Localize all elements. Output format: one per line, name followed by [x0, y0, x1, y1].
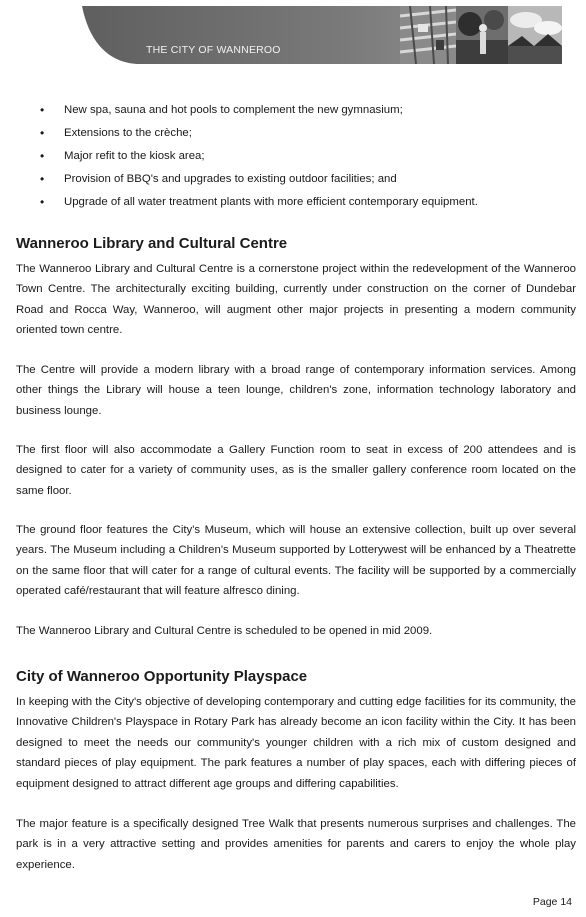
library-paragraph: The Centre will provide a modern library with a broad range of contemporary information services. Among other things the Library will house a teen lounge, children's zone, information technology laboratory and business lounge.: [16, 364, 576, 417]
playspace-paragraph: In keeping with the City's objective of developing contemporary and cutting edge facilities for its community, the Innovative Children's Playspace in Rotary Park has already become an icon facility within the City. It has been designed to meet the needs our community's younger children with a rich mix of custom designed and standard pieces of play equipment. The park features a number of play spaces, each with differing pieces of equipment designed to attract different age groups and differing capabilities.: [16, 696, 576, 790]
bullet-icon: •: [40, 172, 45, 186]
facility-upgrades-list: [40, 99, 560, 214]
bullet-icon: •: [40, 103, 45, 117]
list-item: • New spa, sauna and hot pools to complement the new gymnasium;: [40, 99, 560, 122]
library-paragraph: The ground floor features the City's Museum, which will house an extensive collection, built up over several years. The Museum including a Children's Museum supported by Lotterywest will be enhanced by a Theatrette on the same floor that will cater for a range of cultural events. The facility will be supported by a commercially operated café/restaurant that will feature alfresco dining.: [16, 524, 576, 598]
bullet-icon: •: [40, 126, 45, 140]
page-number: Page 14: [532, 896, 572, 908]
bullet-icon: •: [40, 195, 45, 209]
library-heading: Wanneroo Library and Cultural Centre: [16, 235, 288, 252]
library-paragraph: The first floor will also accommodate a Gallery Function room to seat in excess of 200 attendees and is designed to cater for a variety of community uses, as is the smaller gallery conference room located on the same floor.: [16, 444, 576, 497]
library-paragraph: The Wanneroo Library and Cultural Centre is scheduled to be opened in mid 2009.: [16, 625, 433, 637]
bullet-icon: •: [40, 149, 45, 163]
library-paragraph: The Wanneroo Library and Cultural Centre is a cornerstone project within the redevelopment of the Wanneroo Town Centre. The architecturally exciting building, currently under construction on the corner of Dundebar Road and Rocca Way, Wanneroo, will augment other major projects in presenting a modern community oriented town centre.: [16, 263, 576, 337]
list-item: • Upgrade of all water treatment plants with more efficient contemporary equipment.: [40, 191, 560, 214]
playspace-heading: City of Wanneroo Opportunity Playspace: [16, 668, 308, 685]
header-photo-park: [456, 6, 508, 64]
list-item: • Extensions to the crèche;: [40, 122, 560, 145]
header-photo-aerial: [400, 6, 456, 64]
list-item: • Major refit to the kiosk area;: [40, 145, 560, 168]
playspace-paragraph: The major feature is a specifically designed Tree Walk that presents numerous surprises and challenges. The park is in a very attractive setting and provides amenities for parents and carers to enjoy the whole play experience.: [16, 818, 576, 871]
banner-title: THE CITY OF WANNEROO: [146, 44, 281, 56]
header-photo-sky: [508, 6, 562, 64]
header-banner: [82, 6, 562, 64]
list-item: • Provision of BBQ's and upgrades to existing outdoor facilities; and: [40, 168, 560, 191]
